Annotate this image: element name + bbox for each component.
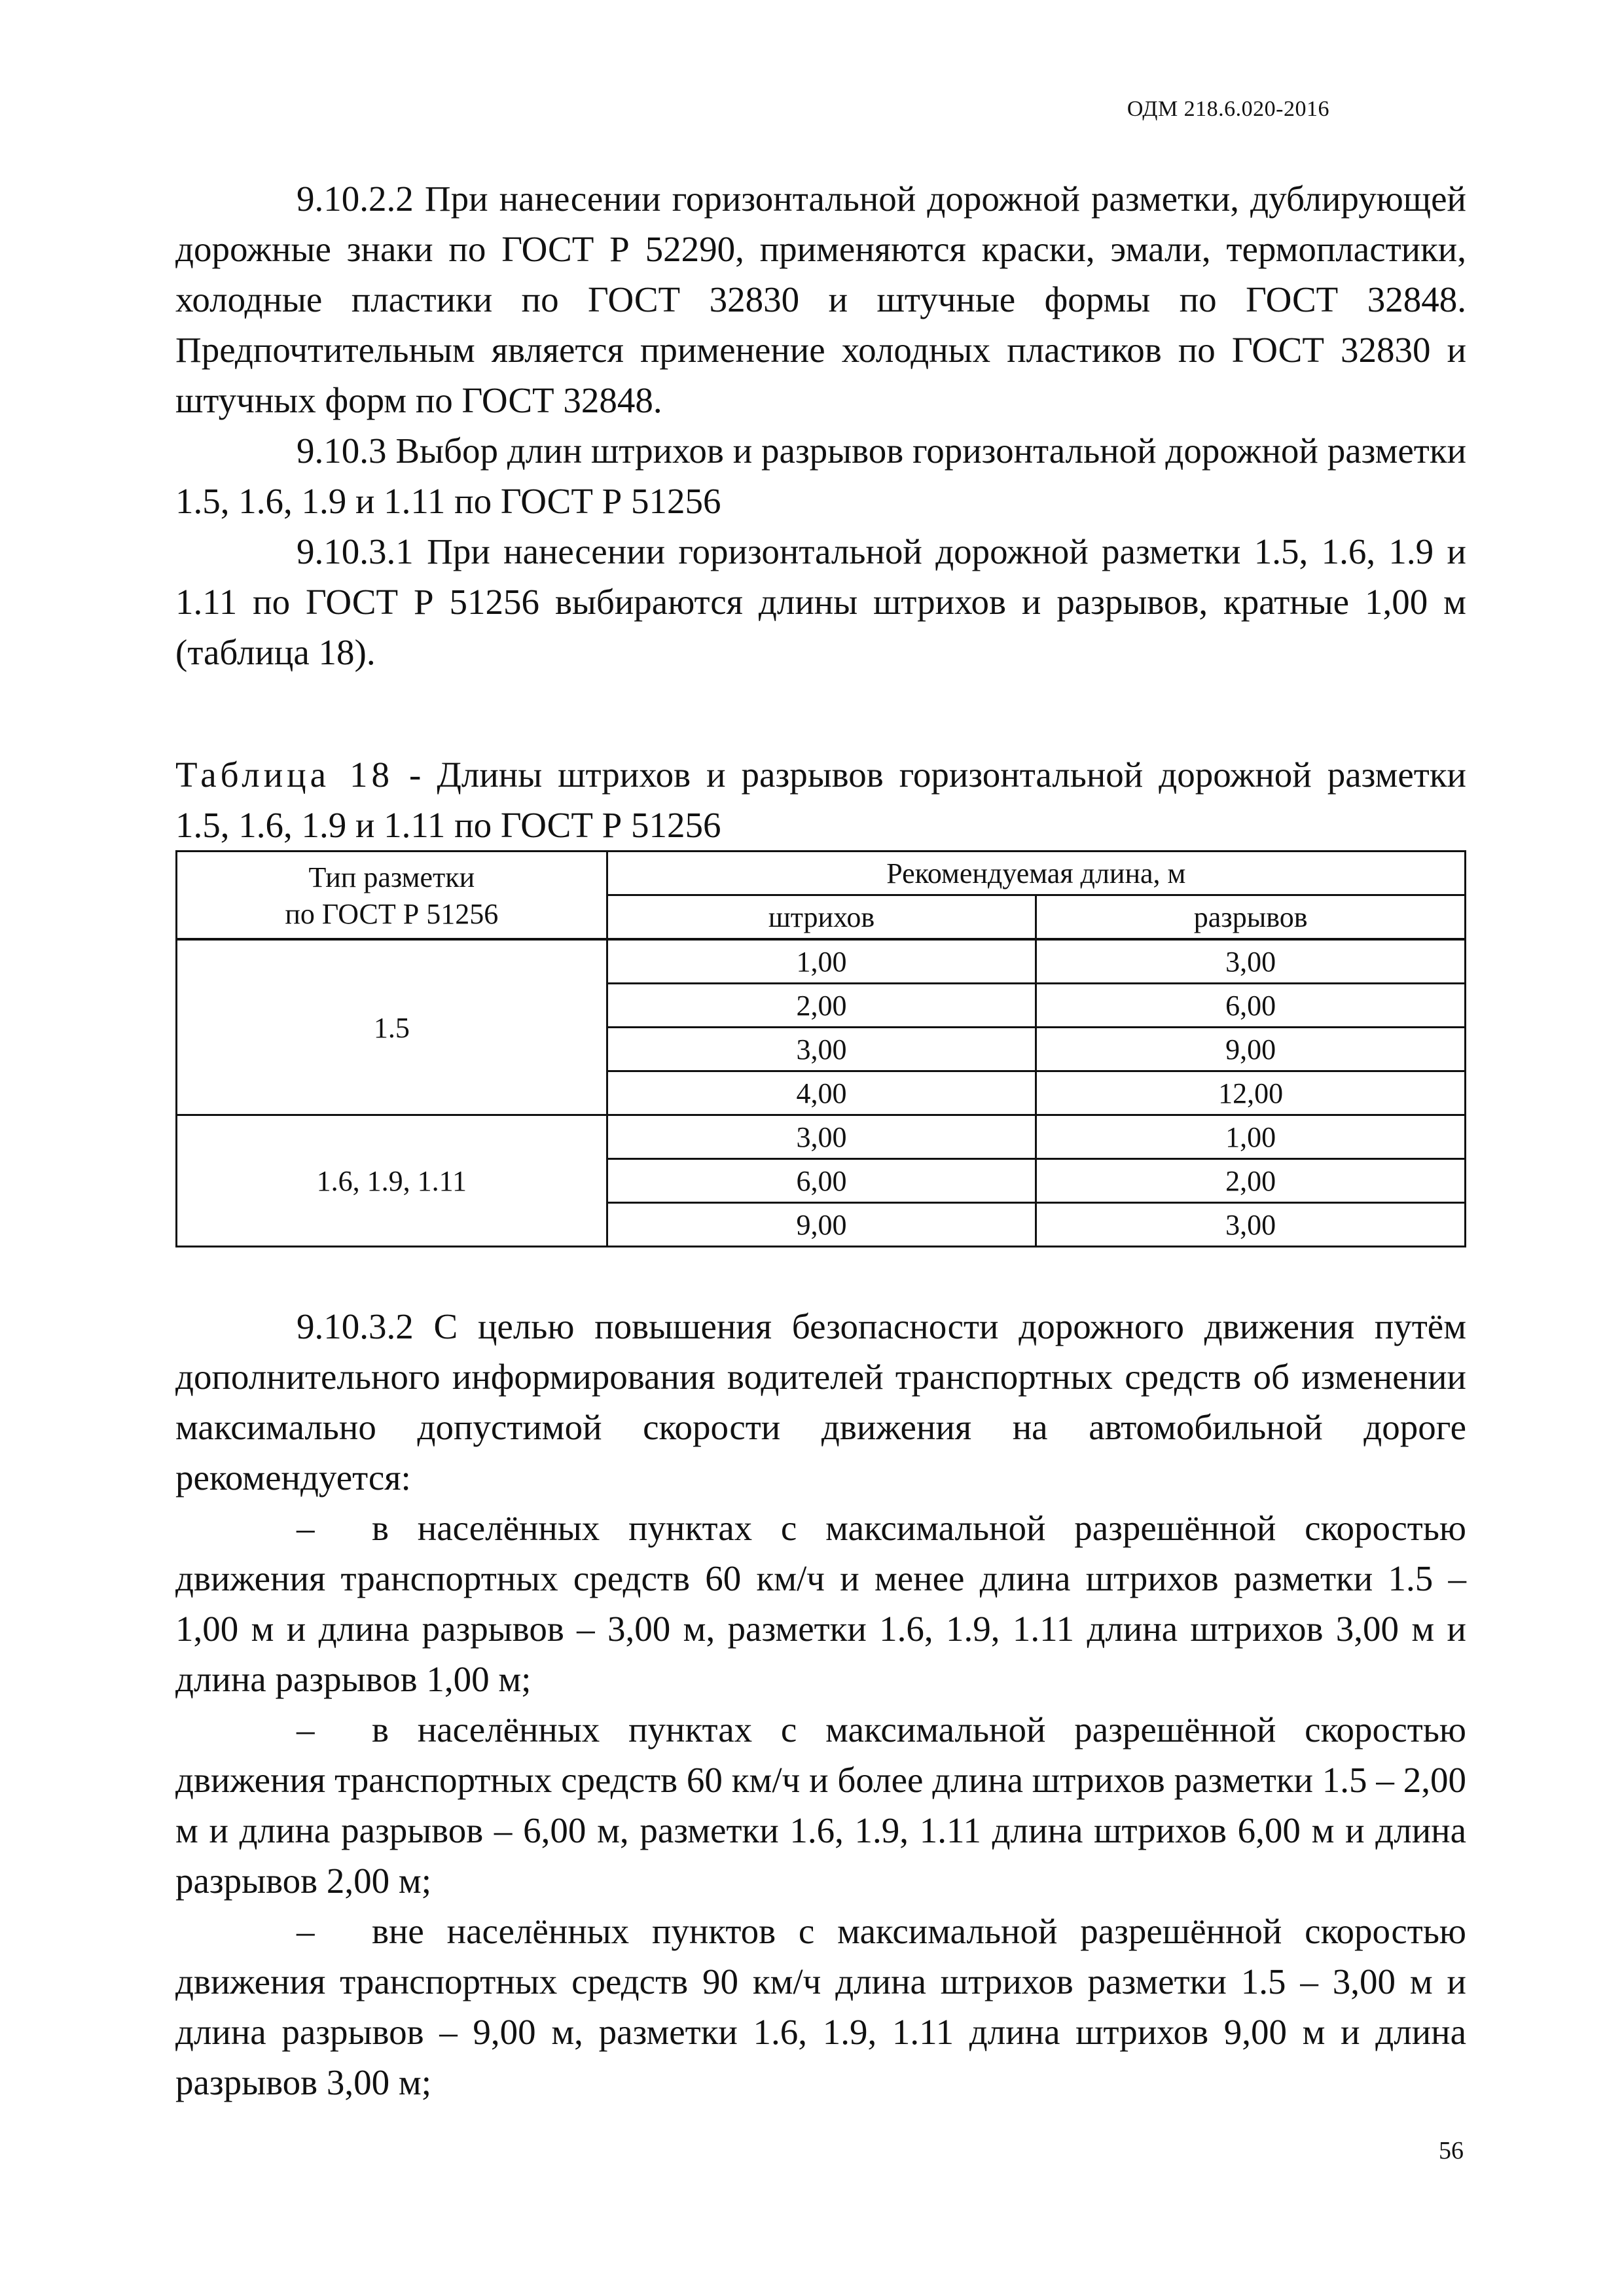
header-recommended-length: Рекомендуемая длина, м [607, 852, 1465, 895]
paragraph-9-10-3-2: 9.10.3.2 С целью повышения безопасности дорожного движения путём дополнительного информирования водителей транспортных средств об изменении максимально допустимой скорости движения на автомобильной дороге рекомендуется: [175, 1306, 1466, 1498]
dash-marker: – [297, 1911, 315, 1951]
strokes-cell: 1,00 [607, 939, 1036, 984]
strokes-cell: 9,00 [607, 1203, 1036, 1247]
header-gaps: разрывов [1036, 895, 1466, 940]
paragraph-9-10-3-1: 9.10.3.1 При нанесении горизонтальной дорожной разметки 1.5, 1.6, 1.9 и 1.11 по ГОСТ Р 51256 выбираются длины штрихов и разрывов, кратные 1,00 м (таблица 18). [175, 531, 1466, 672]
list-item-text: в населённых пунктах с максимальной разрешённой скоростью движения транспортных средств 60 км/ч и более длина штрихов разметки 1.5 – 2,00 м и длина разрывов – 6,00 м, разметки 1.6, 1.9, 1.11 длина штрихов 6,00 м и длина разрывов 2,00 м; [175, 1710, 1466, 1901]
section-after-table [175, 1301, 1466, 2108]
marking-type-cell: 1.5 [177, 939, 607, 1115]
strokes-cell: 3,00 [607, 1115, 1036, 1159]
strokes-cell: 3,00 [607, 1028, 1036, 1071]
gaps-cell: 6,00 [1036, 984, 1466, 1028]
paragraph-9-10-2-2: 9.10.2.2 При нанесении горизонтальной дорожной разметки, дублирующей дорожные знаки по ГОСТ Р 52290, применяются краски, эмали, термопластики, холодные пластики по ГОСТ 32830 и штучные формы по ГОСТ 32848. Предпочтительным является применение холодных пластиков по ГОСТ 32830 и штучных форм по ГОСТ 32848. [175, 179, 1466, 420]
table-caption-label: Таблица 18 [175, 755, 394, 795]
table-caption-text: - Длины штрихов и разрывов горизонтальной дорожной разметки 1.5, 1.6, 1.9 и 1.11 по ГОСТ Р 51256 [175, 755, 1466, 845]
strokes-cell: 6,00 [607, 1159, 1036, 1203]
marking-type-cell: 1.6, 1.9, 1.11 [177, 1115, 607, 1247]
header-strokes: штрихов [607, 895, 1036, 940]
list-item [175, 1704, 1466, 1906]
header-marking-type [177, 852, 607, 940]
marking-lengths-table [175, 850, 1466, 1247]
gaps-cell: 1,00 [1036, 1115, 1466, 1159]
strokes-cell: 4,00 [607, 1071, 1036, 1115]
list-item-text: вне населённых пунктов с максимальной разрешённой скоростью движения транспортных средств 90 км/ч длина штрихов разметки 1.5 – 3,00 м и длина разрывов – 9,00 м, разметки 1.6, 1.9, 1.11 длина штрихов 9,00 м и длина разрывов 3,00 м; [175, 1911, 1466, 2102]
document-code-header: ОДМ 218.6.020-2016 [1127, 97, 1329, 121]
list-item [175, 1906, 1466, 2108]
dash-marker: – [297, 1710, 315, 1749]
gaps-cell: 3,00 [1036, 939, 1466, 984]
table-caption [175, 749, 1466, 850]
header-marking-type-line2: по ГОСТ Р 51256 [285, 897, 499, 930]
page-body [175, 173, 1466, 2108]
table-row [177, 939, 1466, 984]
dash-marker: – [297, 1508, 315, 1548]
gaps-cell: 3,00 [1036, 1203, 1466, 1247]
paragraph-9-10-3: 9.10.3 Выбор длин штрихов и разрывов горизонтальной дорожной разметки 1.5, 1.6, 1.9 и 1.11 по ГОСТ Р 51256 [175, 431, 1466, 521]
gaps-cell: 12,00 [1036, 1071, 1466, 1115]
list-item-text: в населённых пунктах с максимальной разрешённой скоростью движения транспортных средств 60 км/ч и менее длина штрихов разметки 1.5 – 1,00 м и длина разрывов – 3,00 м, разметки 1.6, 1.9, 1.11 длина штрихов 3,00 м и длина разрывов 1,00 м; [175, 1508, 1466, 1699]
gaps-cell: 9,00 [1036, 1028, 1466, 1071]
header-marking-type-line1: Тип разметки [308, 861, 475, 893]
gaps-cell: 2,00 [1036, 1159, 1466, 1203]
page-number: 56 [1439, 2137, 1464, 2164]
strokes-cell: 2,00 [607, 984, 1036, 1028]
list-item [175, 1503, 1466, 1704]
table-row [177, 1115, 1466, 1159]
